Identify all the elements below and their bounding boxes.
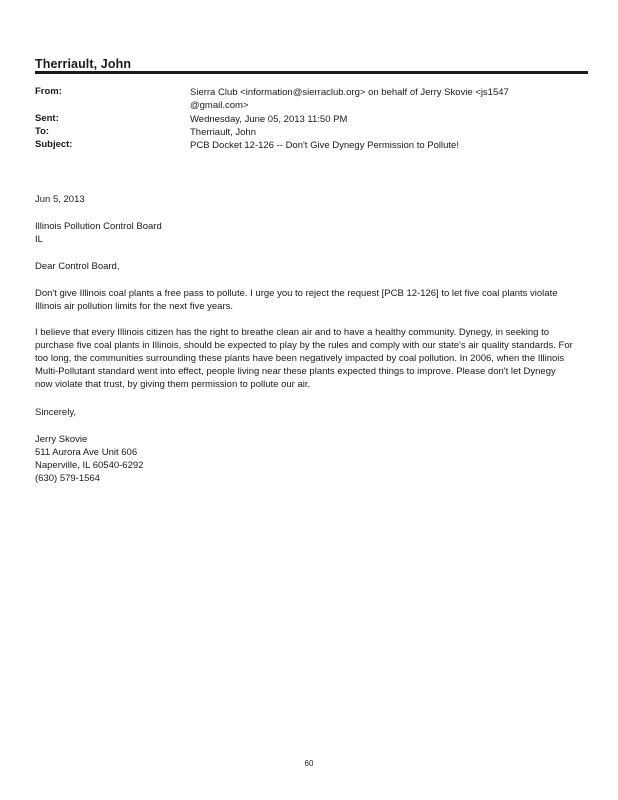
from-value-line1: Sierra Club <information@sierraclub.org> on behalf of Jerry Skovie <js1547 <box>190 87 509 98</box>
address-line2: Naperville, IL 60540-6292 <box>35 460 144 471</box>
recipient-name-title: Therriault, John <box>35 57 132 71</box>
to-label: To: <box>35 126 50 137</box>
sent-label: Sent: <box>35 113 59 124</box>
subject-value: PCB Docket 12-126 -- Don't Give Dynegy Permission to Pollute! <box>190 140 459 151</box>
sent-value: Wednesday, June 05, 2013 11:50 PM <box>190 114 348 125</box>
title-divider <box>35 71 588 74</box>
signature-name: Jerry Skovie <box>35 434 88 445</box>
subject-label: Subject: <box>35 139 73 150</box>
salutation: Dear Control Board, <box>35 261 120 272</box>
from-label: From: <box>35 86 62 97</box>
paragraph-1: Don't give Illinois coal plants a free pass to pollute. I urge you to reject the request [PCB 12-126] to let five coal plants violate Illinois air pollution limits for the next five years. <box>35 288 558 312</box>
closing: Sincerely, <box>35 407 77 418</box>
to-value: Therriault, John <box>190 127 257 138</box>
paragraph-2: I believe that every Illinois citizen has the right to breathe clean air and to have a healthy community. Dynegy, in seeking to purchase five coal plants in Illinois, should be expected to play by the rules and comply with our state's air quality standards. For too long, the communities surrounding these plants have been negatively impacted by coal pollution. In 2006, when the Illinois Multi-Pollutant standard went into effect, people living near these plants expected things to improve. Please don't let Dynegy now violate that trust, by giving them permission to pollute our air. <box>35 327 573 390</box>
page-number: 60 <box>304 759 314 768</box>
phone-number: (630) 579-1564 <box>35 473 100 484</box>
recipient-line2: IL <box>35 234 43 245</box>
recipient-line1: Illinois Pollution Control Board <box>35 221 162 232</box>
from-value-line2: @gmail.com> <box>190 100 249 111</box>
letter-date: Jun 5, 2013 <box>35 194 85 205</box>
address-line1: 511 Aurora Ave Unit 606 <box>35 447 138 458</box>
